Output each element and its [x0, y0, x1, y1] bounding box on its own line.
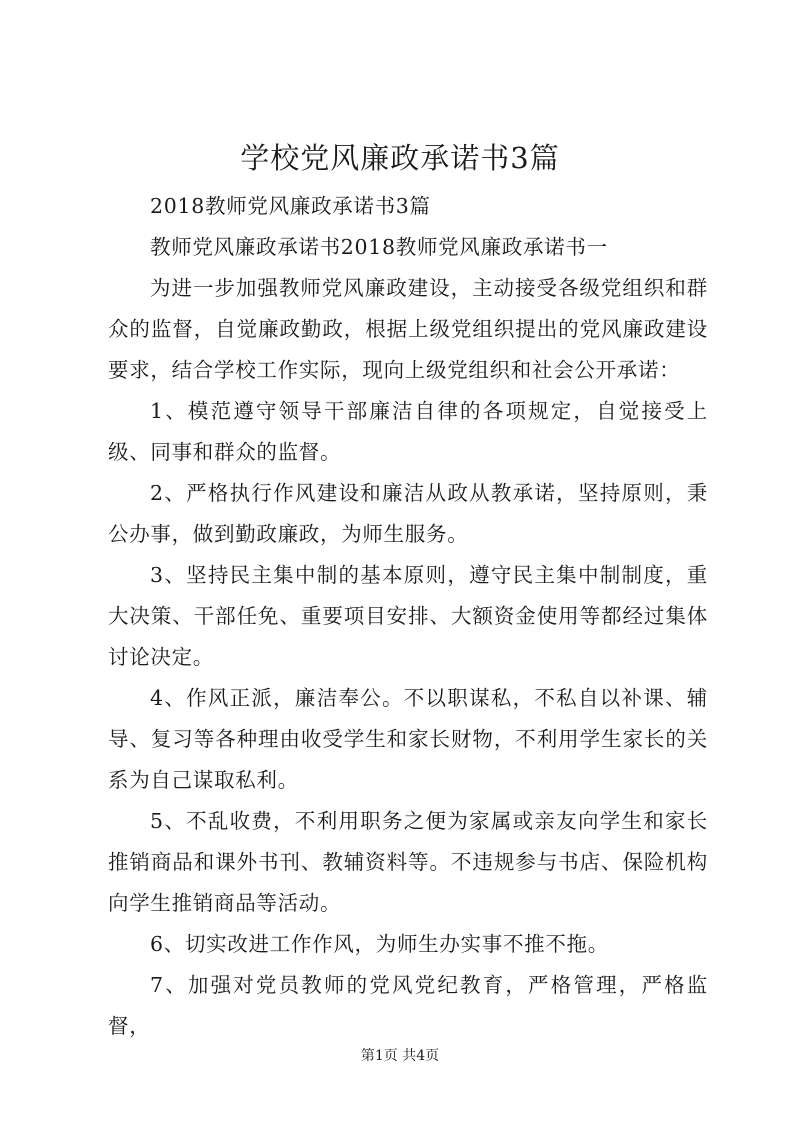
- page-footer: 第1页 共4页: [360, 1048, 440, 1064]
- paragraph-item-1: 1、模范遵守领导干部廉洁自律的各项规定，自觉接受上级、同事和群众的监督。: [108, 399, 708, 464]
- document-body: [108, 186, 708, 1047]
- paragraph-subtitle: 2018教师党风廉政承诺书3篇: [150, 194, 431, 218]
- paragraph-item-6: 6、切实改进工作作风，为师生办实事不推不拖。: [150, 932, 609, 956]
- paragraph-item-3: 3、坚持民主集中制的基本原则，遵守民主集中制制度，重大决策、干部任免、重要项目安排、大额资金使用等都经过集体讨论决定。: [108, 563, 708, 669]
- paragraph-item-2: 2、严格执行作风建设和廉洁从政从教承诺，坚持原则，秉公办事，做到勤政廉政，为师生服务。: [108, 481, 708, 546]
- paragraph-item-5: 5、不乱收费，不利用职务之便为家属或亲友向学生和家长推销商品和课外书刊、教辅资料等。不违规参与书店、保险机构向学生推销商品等活动。: [108, 809, 708, 915]
- document-title: 学校党风廉政承诺书3篇: [240, 141, 560, 175]
- paragraph-item-7: 7、加强对党员教师的党风党纪教育，严格管理，严格监督，: [108, 973, 708, 1038]
- paragraph-item-4: 4、作风正派，廉洁奉公。不以职谋私，不私自以补课、辅导、复习等各种理由收受学生和家长财物，不利用学生家长的关系为自己谋取私利。: [108, 686, 708, 792]
- paragraph-intro: 为进一步加强教师党风廉政建设，主动接受各级党组织和群众的监督，自觉廉政勤政，根据上级党组织提出的党风廉政建设要求，结合学校工作实际，现向上级党组织和社会公开承诺：: [108, 276, 708, 382]
- paragraph-heading: 教师党风廉政承诺书2018教师党风廉政承诺书一: [150, 235, 608, 259]
